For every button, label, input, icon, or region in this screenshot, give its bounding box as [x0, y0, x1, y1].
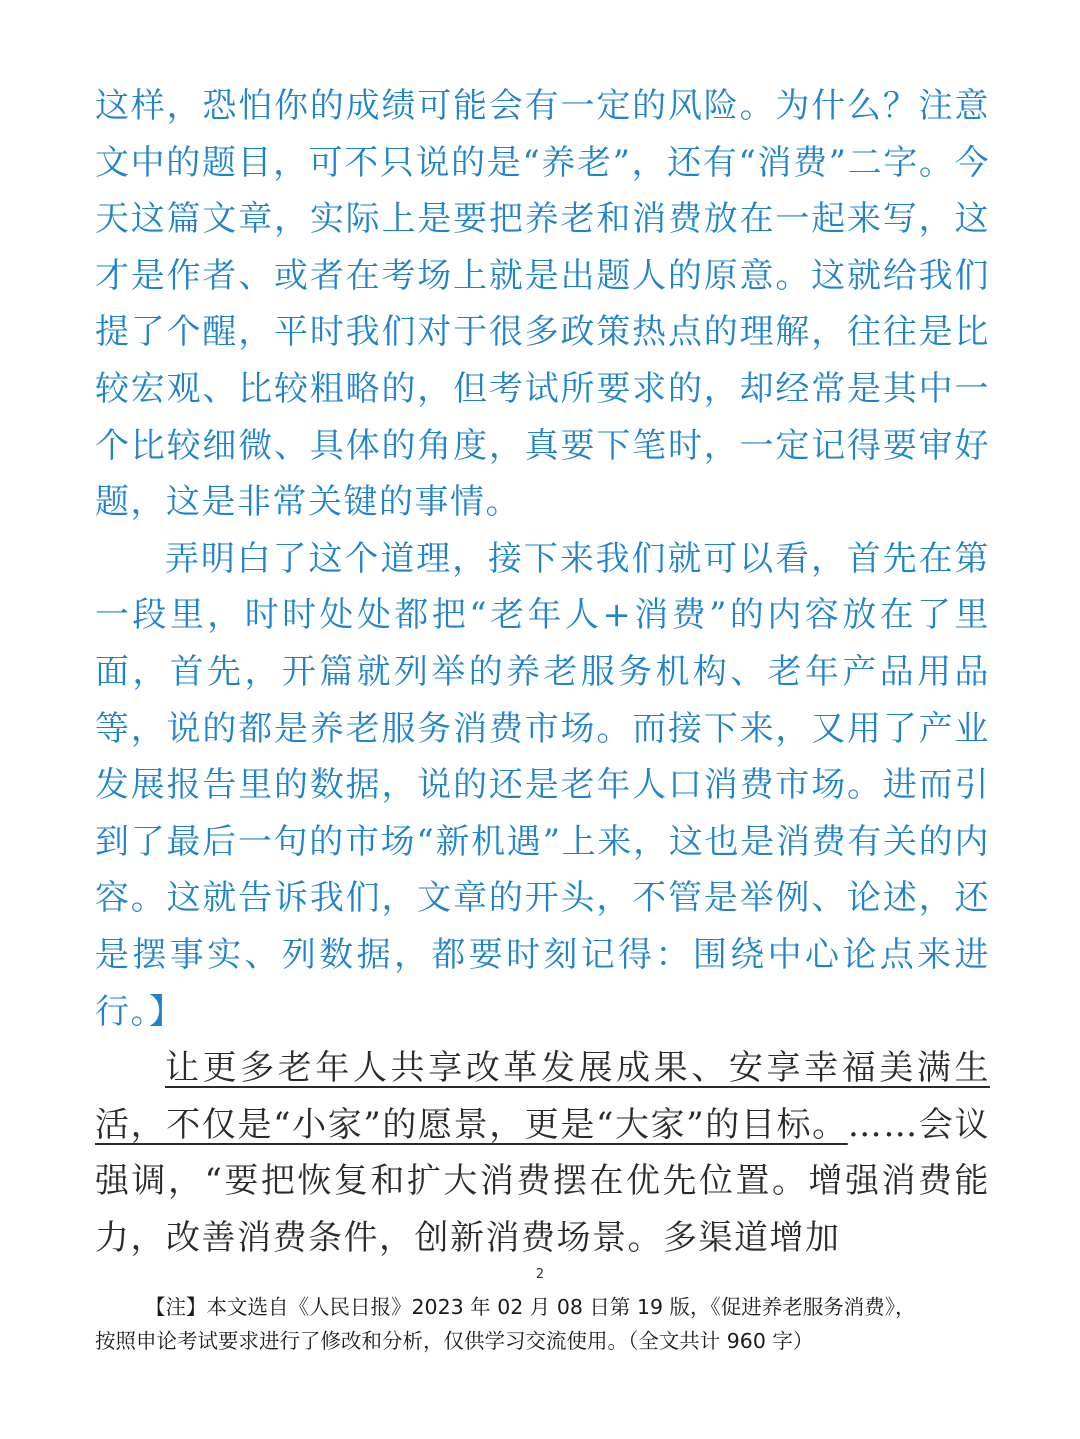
commentary-paragraph-2: 弄明白了这个道理，接下来我们就可以看，首先在第一段里，时时处处都把“老年人+消费”的内容放在了里面，首先，开篇就列举的养老服务机构、老年产品用品等，说的都是养老服务消费市场。而接下来，又用了产业发展报告里的数据，说的还是老年人口消费市场。进而引到了最后一句的市场“新机遇”上来，这也是消费有关的内容。这就告诉我们，文章的开头，不管是举例、论述，还是摆事实、列数据，都要时刻记得：围绕中心论点来进行。】 — [95, 538, 990, 1032]
footnote-line-1: 【注】本文选自《人民日报》2023 年 02 月 08 日第 19 版，《促进养老服务消费》， — [145, 1295, 916, 1319]
footnote — [95, 1290, 1000, 1358]
document-body — [95, 78, 990, 1266]
underlined-key-sentence: 让更多老年人共享改革发展成果、安享幸福美满生活，不仅是“小家”的愿景，更是“大家”的目标。 — [95, 1048, 990, 1145]
commentary-paragraph-1: 这样，恐怕你的成绩可能会有一定的风险。为什么？注意文中的题目，可不只说的是“养老”，还有“消费”二字。今天这篇文章，实际上是要把养老和消费放在一起来写，这才是作者、或者在考场上就是出题人的原意。这就给我们提了个醒，平时我们对于很多政策热点的理解，往往是比较宏观、比较粗略的，但考试所要求的，却经常是其中一个比较细微、具体的角度，真要下笔时，一定记得要审好题，这是非常关键的事情。 — [95, 86, 990, 523]
footnote-line-2: 按照申论考试要求进行了修改和分析，仅供学习交流使用。（全文共计 960 字） — [95, 1329, 814, 1353]
article-paragraph — [95, 1040, 990, 1266]
page-number: 2 — [535, 1267, 545, 1282]
article-paragraph-continuation: ……会议强调，“要把恢复和扩大消费摆在优先位置。增强消费能力，改善消费条件，创新消费场景。多渠道增加 — [95, 1104, 991, 1258]
